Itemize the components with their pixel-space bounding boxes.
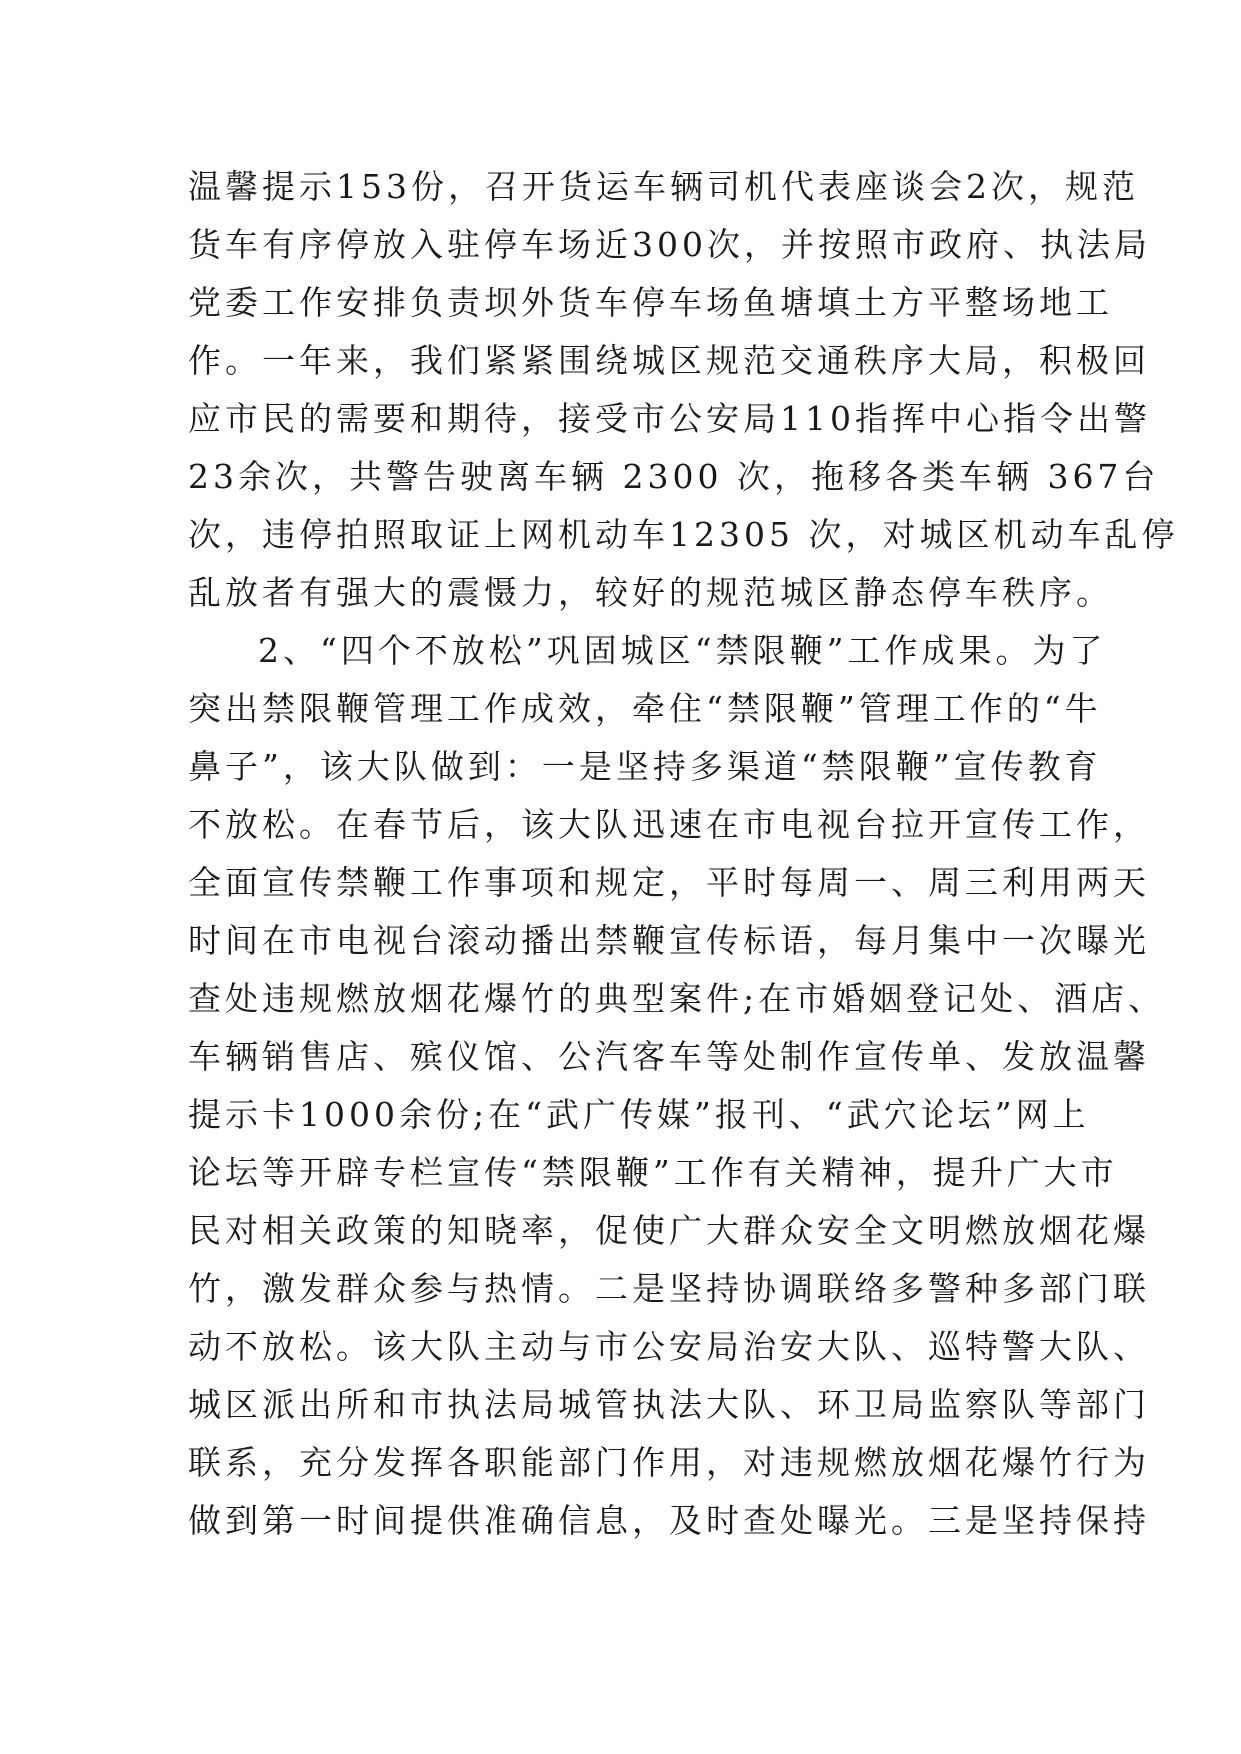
text-line: 鼻子”，该大队做到：一是坚持多渠道“禁限鞭”宣传教育 — [188, 747, 1102, 786]
text-line: 次，违停拍照取证上网机动车12305 次，对城区机动车乱停 — [188, 515, 1179, 554]
text-line: 作。一年来，我们紧紧围绕城区规范交通秩序大局，积极回 — [188, 341, 1150, 380]
text-line: 联系，充分发挥各职能部门作用，对违规燃放烟花爆竹行为 — [188, 1443, 1150, 1482]
text-line: 温馨提示153份，召开货运车辆司机代表座谈会2次，规范 — [188, 167, 1139, 206]
text-line: 货车有序停放入驻停车场近300次，并按照市政府、执法局 — [188, 225, 1151, 264]
text-line: 党委工作安排负责坝外货车停车场鱼塘填土方平整场地工 — [188, 283, 1113, 322]
text-line: 23余次，共警告驶离车辆 2300 次，拖移各类车辆 367台 — [188, 457, 1160, 496]
text-line: 全面宣传禁鞭工作事项和规定，平时每周一、周三利用两天 — [188, 863, 1150, 902]
text-line: 动不放松。该大队主动与市公安局治安大队、巡特警大队、 — [188, 1327, 1150, 1366]
text-line: 竹，激发群众参与热情。二是坚持协调联络多警种多部门联 — [188, 1269, 1150, 1308]
text-line: 论坛等开辟专栏宣传“禁限鞭”工作有关精神，提升广大市 — [188, 1153, 1118, 1192]
body-text — [188, 158, 1179, 1550]
text-line: 突出禁限鞭管理工作成效，牵住“禁限鞭”管理工作的“牛 — [188, 689, 1102, 728]
text-line: 应市民的需要和期待，接受市公安局110指挥中心指令出警 — [188, 399, 1151, 438]
text-line: 不放松。在春节后，该大队迅速在市电视台拉开宣传工作， — [188, 805, 1150, 844]
text-line: 提示卡1000余份;在“武广传媒”报刊、“武穴论坛”网上 — [188, 1095, 1090, 1134]
paragraph-heading-line: 2、“四个不放松”巩固城区“禁限鞭”工作成果。为了 — [258, 631, 1107, 670]
text-line: 时间在市电视台滚动播出禁鞭宣传标语，每月集中一次曝光 — [188, 921, 1150, 960]
text-line: 做到第一时间提供准确信息，及时查处曝光。三是坚持保持 — [188, 1501, 1150, 1540]
text-line: 车辆销售店、殡仪馆、公汽客车等处制作宣传单、发放温馨 — [188, 1037, 1150, 1076]
text-line: 查处违规燃放烟花爆竹的典型案件;在市婚姻登记处、酒店、 — [188, 979, 1166, 1018]
text-line: 民对相关政策的知晓率，促使广大群众安全文明燃放烟花爆 — [188, 1211, 1150, 1250]
text-line: 乱放者有强大的震慑力，较好的规范城区静态停车秩序。 — [188, 573, 1113, 612]
text-line: 城区派出所和市执法局城管执法大队、环卫局监察队等部门 — [188, 1385, 1150, 1424]
